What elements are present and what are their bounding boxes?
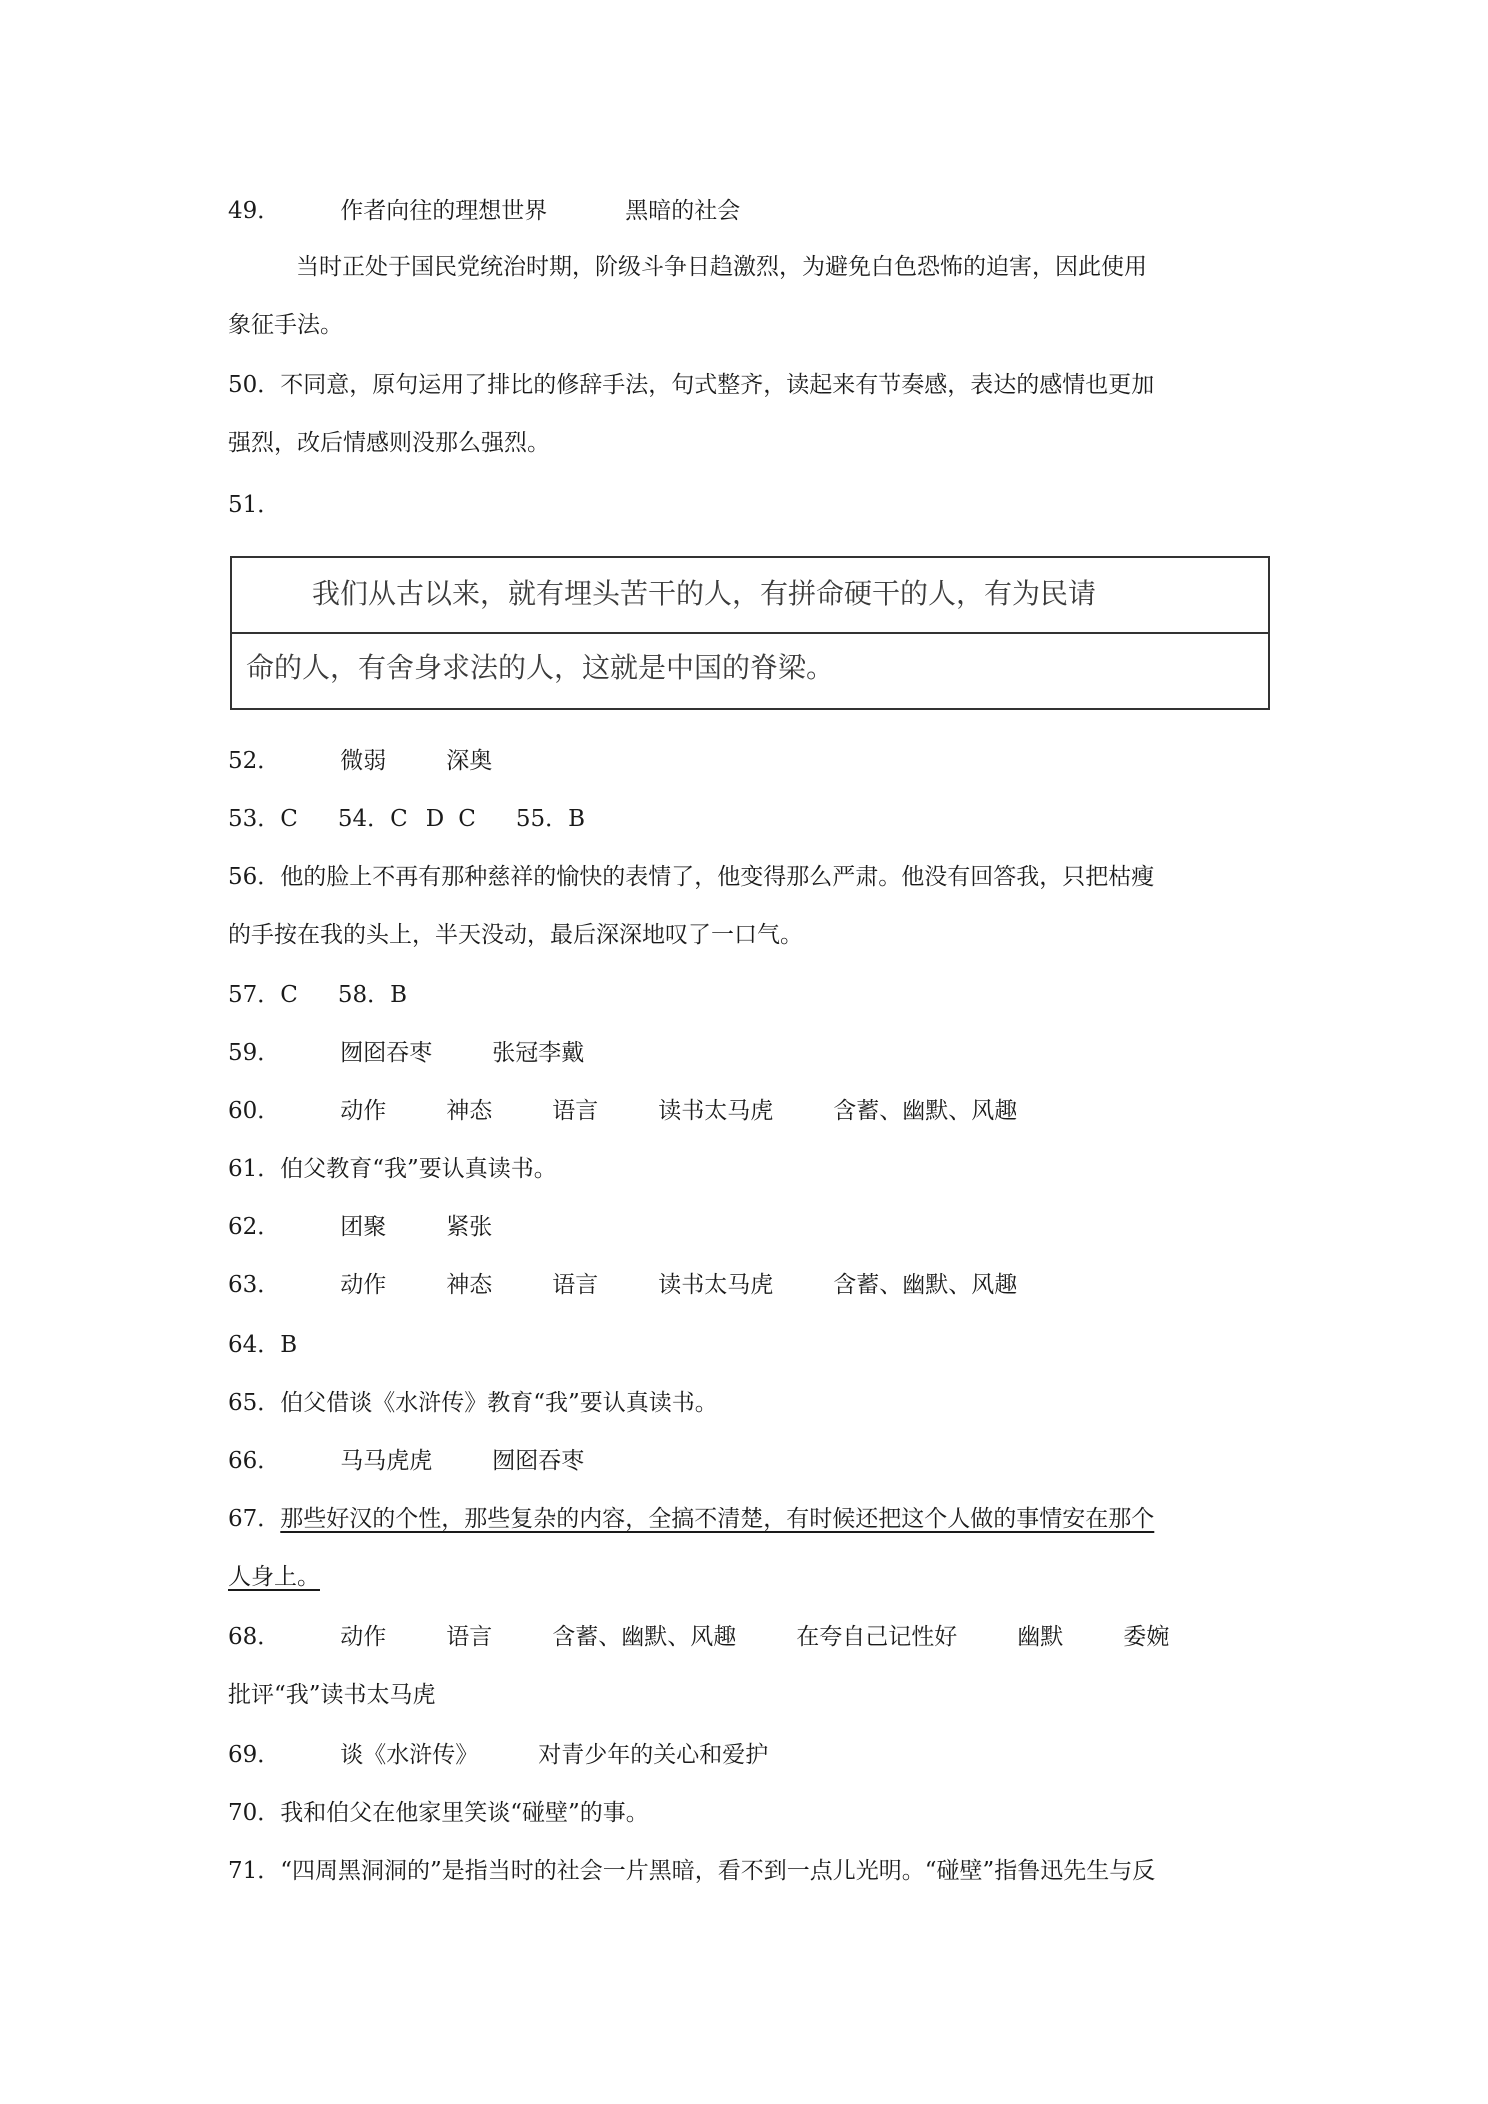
answer-part: 团聚 (340, 1214, 387, 1240)
answer-number: 62． (228, 1214, 281, 1240)
answer-part: 幽默 (1017, 1624, 1064, 1650)
answer-number: 67． (228, 1506, 281, 1532)
answer-part: 神态 (446, 1098, 493, 1124)
underlined-answer: 那些好汉的个性，那些复杂的内容，全搞不清楚，有时候还把这个人做的事情安在那个 (280, 1506, 1155, 1532)
answer-59 (228, 1038, 584, 1068)
answer-part: 动作 (340, 1272, 387, 1298)
answer-part: 在夸自己记性好 (796, 1624, 958, 1650)
answer-56-line1: 56．他的脸上不再有那种慈祥的愉快的表情了，他变得那么严肃。他没有回答我，只把枯瘦 (228, 864, 1155, 890)
answer-50-line2: 强烈，改后情感则没那么强烈。 (228, 430, 550, 456)
underlined-answer: 人身上。 (228, 1564, 320, 1590)
answer-63 (228, 1270, 1017, 1300)
answer-part: 深奥 (446, 748, 493, 774)
answer-part: 作者向往的理想世界 (340, 198, 548, 224)
answer-number: 69． (228, 1742, 281, 1768)
answer-number: 68． (228, 1624, 281, 1650)
answer-54-c: C (458, 806, 476, 832)
answer-part: 动作 (340, 1624, 387, 1650)
answer-57: 57．C (228, 982, 298, 1008)
answer-number: 66． (228, 1448, 281, 1474)
answer-53-55 (228, 804, 585, 834)
answer-part: 黑暗的社会 (625, 198, 741, 224)
answer-60 (228, 1096, 1017, 1126)
answer-part: 语言 (552, 1272, 599, 1298)
answer-56-line2: 的手按在我的头上，半天没动，最后深深地叹了一口气。 (228, 922, 803, 948)
quote-image-box (230, 556, 1270, 710)
answer-part: 读书太马虎 (658, 1098, 774, 1124)
answer-number: 63． (228, 1272, 281, 1298)
answer-67-line2 (228, 1562, 320, 1592)
answer-52 (228, 746, 492, 776)
answer-part: 读书太马虎 (658, 1272, 774, 1298)
answer-number: 59． (228, 1040, 281, 1066)
answer-54-b: D (425, 806, 445, 832)
answer-part: 语言 (552, 1098, 599, 1124)
answer-71: 71．“四周黑洞洞的”是指当时的社会一片黑暗，看不到一点儿光明。“碰壁”指鲁迅先生与反 (228, 1858, 1156, 1884)
answer-part: 神态 (446, 1272, 493, 1298)
answer-49 (228, 196, 740, 226)
answer-69 (228, 1740, 768, 1770)
answer-51-number: 51． (228, 492, 281, 518)
answer-58: 58．B (337, 982, 408, 1008)
answer-part: 囫囵吞枣 (492, 1448, 585, 1474)
answer-part: 含蓄、幽默、风趣 (552, 1624, 737, 1650)
answer-part: 囫囵吞枣 (340, 1040, 433, 1066)
answer-part: 微弱 (340, 748, 387, 774)
answer-68-line1 (228, 1622, 1169, 1652)
answer-66 (228, 1446, 584, 1476)
answer-number: 52． (228, 748, 281, 774)
answer-part: 委婉 (1123, 1624, 1170, 1650)
quote-divider (232, 632, 1268, 634)
answer-54: 54．C (337, 806, 408, 832)
answer-67-line1 (228, 1504, 1154, 1534)
answer-50-line1: 50．不同意，原句运用了排比的修辞手法，句式整齐，读起来有节奏感，表达的感情也更加 (228, 372, 1155, 398)
answer-70: 70．我和伯父在他家里笑谈“碰壁”的事。 (228, 1800, 649, 1826)
answer-57-58 (228, 980, 407, 1010)
answer-65: 65．伯父借谈《水浒传》教育“我”要认真读书。 (228, 1390, 718, 1416)
answer-68-line2: 批评“我”读书太马虎 (228, 1682, 436, 1708)
quote-line-2: 命的人，有舍身求法的人，这就是中国的脊梁。 (246, 651, 835, 684)
answer-61: 61．伯父教育“我”要认真读书。 (228, 1156, 557, 1182)
answer-part: 含蓄、幽默、风趣 (833, 1098, 1018, 1124)
answer-53: 53．C (228, 806, 298, 832)
answer-part: 紧张 (446, 1214, 493, 1240)
answer-part: 对青少年的关心和爱护 (538, 1742, 769, 1768)
answer-49-explanation-line2: 象征手法。 (228, 312, 343, 338)
answer-part: 马马虎虎 (340, 1448, 433, 1474)
answer-part: 含蓄、幽默、风趣 (833, 1272, 1018, 1298)
answer-55: 55．B (515, 806, 585, 832)
answer-part: 动作 (340, 1098, 387, 1124)
answer-part: 语言 (446, 1624, 493, 1650)
answer-part: 张冠李戴 (492, 1040, 585, 1066)
answer-number: 49． (228, 198, 281, 224)
answer-64: 64．B (228, 1332, 298, 1358)
answer-49-explanation-line1: 当时正处于国民党统治时期，阶级斗争日趋激烈，为避免白色恐怖的迫害，因此使用 (296, 254, 1147, 280)
quote-line-1: 我们从古以来，就有埋头苦干的人，有拼命硬干的人，有为民请 (312, 577, 1097, 610)
answer-number: 60． (228, 1098, 281, 1124)
answer-62 (228, 1212, 492, 1242)
answer-part: 谈《水浒传》 (340, 1742, 479, 1768)
